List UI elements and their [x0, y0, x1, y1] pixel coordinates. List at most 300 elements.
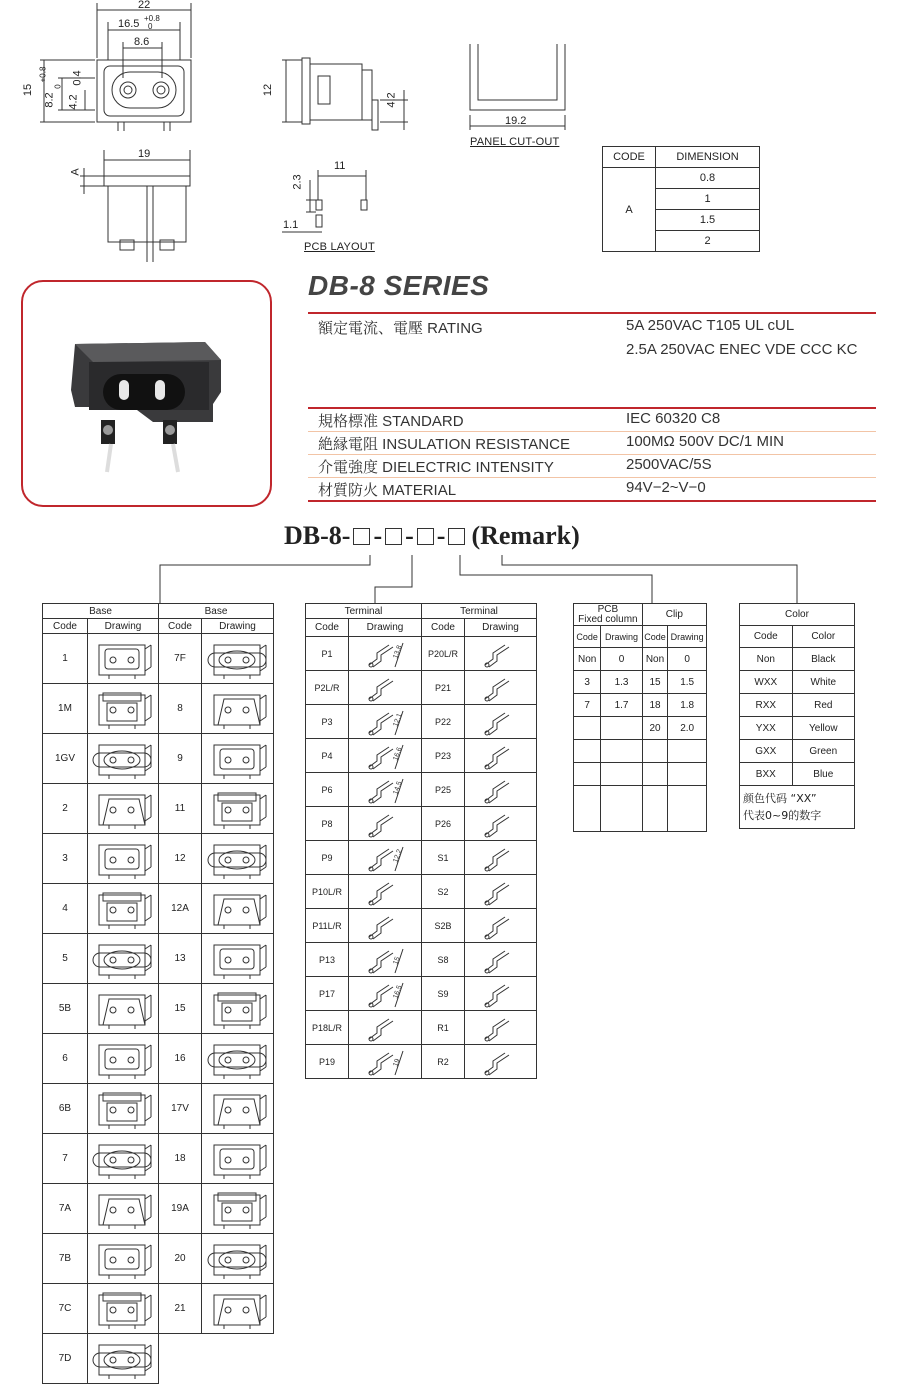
terminal-drawing-icon — [355, 945, 415, 975]
terminal-drawing — [349, 637, 422, 671]
base-code: 4 — [43, 884, 88, 934]
base-drawing-icon — [206, 739, 270, 779]
terminal-drawing-icon — [471, 1047, 531, 1077]
color-cell: GXX — [740, 740, 793, 763]
col-header: Code — [43, 619, 88, 634]
spec-rule — [308, 454, 876, 455]
base-drawing-icon — [91, 1339, 155, 1379]
dimension-header: DIMENSION — [656, 147, 760, 168]
base-code: 13 — [159, 934, 202, 984]
pcb-clip-cell — [574, 763, 601, 786]
dim-bottom-a: A — [69, 168, 82, 176]
color-note-line2: 代表0~9的数字 — [743, 809, 822, 822]
color-note-line1: 颜色代码 “XX” — [743, 792, 817, 805]
base-code: 17V — [159, 1084, 202, 1134]
table-row — [43, 1034, 274, 1084]
svg-text:13.8: 13.8 — [392, 643, 404, 660]
terminal-code: P19 — [306, 1045, 349, 1079]
base-drawing-icon — [91, 1239, 155, 1279]
dim-tolerance-plus: +0.8 — [144, 14, 160, 23]
base-drawing — [88, 1134, 159, 1184]
table-row — [740, 717, 855, 740]
color-cell: RXX — [740, 694, 793, 717]
part-number-remark: (Remark) — [471, 521, 580, 550]
base-drawing — [88, 684, 159, 734]
spec-label-rating: 額定電流、電壓 RATING — [318, 320, 483, 337]
svg-text:15: 15 — [392, 955, 402, 966]
panel-cutout-label: PANEL CUT-OUT — [470, 136, 560, 148]
pcb-clip-cell: 2.0 — [668, 717, 707, 740]
base-drawing — [88, 934, 159, 984]
base-code: 1 — [43, 634, 88, 684]
dim-pcb-height: 2.3 — [291, 174, 304, 190]
clip-code-box — [417, 528, 434, 545]
base-drawing-icon — [206, 1239, 270, 1279]
table-row — [740, 740, 855, 763]
table-row — [306, 807, 537, 841]
terminal-drawing-icon — [471, 775, 531, 805]
spec-rule — [308, 431, 876, 432]
color-cell: Green — [792, 740, 854, 763]
empty-cell — [159, 1334, 274, 1384]
terminal-drawing — [465, 671, 537, 705]
pcb-clip-cell: 1.8 — [668, 694, 707, 717]
base-drawing — [202, 634, 274, 684]
table-row — [306, 841, 537, 875]
base-code: 15 — [159, 984, 202, 1034]
table-row — [574, 786, 707, 832]
base-drawing-icon — [91, 1039, 155, 1079]
pcb-header: PCB Fixed column — [574, 604, 643, 626]
terminal-drawing — [465, 637, 537, 671]
terminal-drawing-icon — [471, 741, 531, 771]
pcb-clip-cell — [601, 717, 642, 740]
table-row — [43, 834, 274, 884]
col-header: Code — [306, 619, 349, 637]
terminal-drawing-icon — [355, 843, 415, 873]
dim-bottom-width: 19 — [138, 148, 151, 160]
table-row — [574, 717, 707, 740]
code-header: CODE — [603, 147, 656, 168]
dim-height-4-2: 4.2 — [67, 94, 80, 110]
terminal-code: P25 — [422, 773, 465, 807]
terminal-code: P4 — [306, 739, 349, 773]
base-drawing — [88, 1284, 159, 1334]
base-code: 2 — [43, 784, 88, 834]
table-row — [43, 984, 274, 1034]
terminal-drawing-icon — [355, 639, 415, 669]
base-drawing — [88, 1184, 159, 1234]
terminal-drawing-icon — [471, 945, 531, 975]
base-drawing — [202, 934, 274, 984]
col-header: Drawing — [601, 626, 642, 648]
table-row — [306, 705, 537, 739]
terminal-drawing-icon — [471, 911, 531, 941]
terminal-table — [305, 603, 537, 1093]
dim-hole-width: 8.6 — [134, 36, 150, 48]
table-row — [306, 671, 537, 705]
terminal-drawing — [465, 807, 537, 841]
base-code: 16 — [159, 1034, 202, 1084]
table-row — [43, 1084, 274, 1134]
base-drawing-icon — [206, 989, 270, 1029]
color-header: Color — [740, 604, 855, 626]
pcb-clip-cell: 1.7 — [601, 694, 642, 717]
table-row — [43, 784, 274, 834]
color-code-box — [448, 528, 465, 545]
color-cell: Red — [792, 694, 854, 717]
base-drawing — [202, 1034, 274, 1084]
terminal-drawing-icon — [355, 877, 415, 907]
svg-text:16.5: 16.5 — [392, 983, 404, 1000]
product-photo — [23, 282, 273, 507]
terminal-code-box — [385, 528, 402, 545]
base-drawing-icon — [91, 839, 155, 879]
base-drawing-icon — [206, 1039, 270, 1079]
base-drawing — [88, 884, 159, 934]
base-drawing — [88, 1234, 159, 1284]
dim-side-12: 12 — [262, 83, 275, 97]
base-drawing — [88, 634, 159, 684]
clip-header: Clip — [642, 604, 706, 626]
pcb-clip-cell: Non — [642, 648, 668, 671]
part-number-dash: - — [373, 521, 383, 550]
dim-tolerance-zero: 0 — [148, 22, 153, 31]
table-row — [306, 909, 537, 943]
terminal-drawing-icon — [355, 911, 415, 941]
terminal-code: S1 — [422, 841, 465, 875]
dim-inner-width: 16.5 — [118, 18, 140, 30]
terminal-code: P20L/R — [422, 637, 465, 671]
terminal-code: S2B — [422, 909, 465, 943]
base-drawing — [88, 1084, 159, 1134]
base-drawing-icon — [91, 639, 155, 679]
terminal-code: R2 — [422, 1045, 465, 1079]
terminal-drawing — [349, 841, 422, 875]
table-row — [43, 934, 274, 984]
col-header: Drawing — [349, 619, 422, 637]
color-cell: BXX — [740, 763, 793, 786]
base-code: 7F — [159, 634, 202, 684]
base-code: 1GV — [43, 734, 88, 784]
svg-text:14.5: 14.5 — [392, 779, 404, 796]
terminal-drawing — [349, 773, 422, 807]
base-drawing-icon — [206, 1139, 270, 1179]
dimension-value: 0.8 — [656, 168, 760, 189]
base-drawing — [202, 1084, 274, 1134]
col-header: Code — [159, 619, 202, 634]
pcb-clip-cell — [642, 763, 668, 786]
base-code: 7A — [43, 1184, 88, 1234]
terminal-header: Terminal — [422, 604, 537, 619]
terminal-drawing-icon — [355, 741, 415, 771]
pcb-clip-table — [573, 603, 707, 832]
spec-rule — [308, 312, 876, 314]
base-drawing — [202, 734, 274, 784]
col-header: Code — [642, 626, 668, 648]
table-row — [43, 1334, 274, 1384]
base-code: 6 — [43, 1034, 88, 1084]
spec-value-rating-2: 2.5A 250VAC ENEC VDE CCC KC — [626, 341, 858, 358]
terminal-drawing-icon — [471, 877, 531, 907]
color-note — [740, 786, 855, 829]
base-drawing-icon — [206, 1189, 270, 1229]
base-code: 7 — [43, 1134, 88, 1184]
base-drawing — [202, 834, 274, 884]
base-drawing — [88, 1334, 159, 1384]
terminal-drawing-icon — [471, 639, 531, 669]
base-code: 5 — [43, 934, 88, 984]
base-code: 8 — [159, 684, 202, 734]
terminal-code: P22 — [422, 705, 465, 739]
svg-text:12.2: 12.2 — [392, 847, 404, 864]
pcb-clip-cell — [601, 740, 642, 763]
base-drawing — [202, 784, 274, 834]
pcb-clip-cell — [574, 786, 601, 832]
terminal-code: P9 — [306, 841, 349, 875]
table-row — [43, 1284, 274, 1334]
base-drawing — [202, 984, 274, 1034]
dim-pcb-width: 11 — [334, 160, 346, 172]
pcb-clip-cell: 3 — [574, 671, 601, 694]
table-row — [740, 671, 855, 694]
base-drawing-icon — [91, 889, 155, 929]
terminal-drawing — [465, 943, 537, 977]
terminal-drawing-icon — [355, 1013, 415, 1043]
base-code: 21 — [159, 1284, 202, 1334]
base-code: 7B — [43, 1234, 88, 1284]
terminal-drawing-icon — [355, 707, 415, 737]
color-cell: Yellow — [792, 717, 854, 740]
svg-text:19: 19 — [392, 1057, 402, 1068]
color-cell: Non — [740, 648, 793, 671]
base-drawing — [202, 1234, 274, 1284]
color-cell: YXX — [740, 717, 793, 740]
part-number-dash: - — [405, 521, 414, 550]
terminal-drawing-icon — [355, 979, 415, 1009]
terminal-code: P13 — [306, 943, 349, 977]
base-drawing-icon — [91, 1139, 155, 1179]
base-code: 19A — [159, 1184, 202, 1234]
product-photo-frame — [21, 280, 272, 507]
terminal-code: P8 — [306, 807, 349, 841]
dim-height-15: 15 — [22, 83, 35, 97]
pcb-clip-cell: 20 — [642, 717, 668, 740]
base-header: Base — [43, 604, 159, 619]
base-grid — [42, 603, 274, 1384]
spec-rule — [308, 407, 876, 409]
table-row — [43, 684, 274, 734]
base-code: 12A — [159, 884, 202, 934]
series-title: DB-8 SERIES — [308, 270, 490, 301]
terminal-drawing — [349, 977, 422, 1011]
col-header: Drawing — [668, 626, 707, 648]
base-code: 9 — [159, 734, 202, 784]
spec-value-insulation: 100MΩ 500V DC/1 MIN — [626, 433, 784, 450]
base-code: 20 — [159, 1234, 202, 1284]
table-row — [43, 1134, 274, 1184]
table-row — [43, 1184, 274, 1234]
table-row — [43, 634, 274, 684]
table-row — [574, 763, 707, 786]
pcb-clip-cell: Non — [574, 648, 601, 671]
table-row — [740, 694, 855, 717]
table-row — [740, 763, 855, 786]
table-row — [306, 637, 537, 671]
terminal-code: P21 — [422, 671, 465, 705]
table-row — [574, 694, 707, 717]
spec-rule — [308, 477, 876, 478]
svg-text:16.6: 16.6 — [392, 745, 404, 762]
pcb-clip-cell — [601, 786, 642, 832]
table-row — [43, 884, 274, 934]
part-number-dash: - — [436, 521, 446, 550]
terminal-drawing — [465, 909, 537, 943]
table-row — [43, 1234, 274, 1284]
pcb-clip-cell — [668, 740, 707, 763]
terminal-code: P17 — [306, 977, 349, 1011]
terminal-drawing — [465, 773, 537, 807]
table-row — [306, 875, 537, 909]
col-header: Code — [740, 626, 793, 648]
pcb-layout-label: PCB LAYOUT — [304, 241, 375, 253]
col-header: Color — [792, 626, 854, 648]
terminal-code: P6 — [306, 773, 349, 807]
base-drawing-icon — [206, 889, 270, 929]
base-drawing — [88, 734, 159, 784]
part-number-prefix: DB-8- — [284, 521, 351, 550]
base-drawing — [202, 884, 274, 934]
terminal-code: P3 — [306, 705, 349, 739]
terminal-drawing-icon — [471, 979, 531, 1009]
col-header: Drawing — [88, 619, 159, 634]
terminal-drawing — [465, 739, 537, 773]
base-drawing-icon — [206, 689, 270, 729]
base-code-box — [353, 528, 370, 545]
terminal-drawing-icon — [471, 809, 531, 839]
base-drawing-icon — [206, 839, 270, 879]
spec-value-standard: IEC 60320 C8 — [626, 410, 721, 427]
pcb-clip-cell — [668, 763, 707, 786]
terminal-header: Terminal — [306, 604, 422, 619]
dim-side-4-2: 4.2 — [385, 92, 398, 108]
spec-label-insulation: 絶縁電阻 INSULATION RESISTANCE — [318, 436, 570, 453]
base-drawing-icon — [206, 1089, 270, 1129]
table-row — [306, 739, 537, 773]
terminal-code: P2L/R — [306, 671, 349, 705]
base-drawing-icon — [91, 939, 155, 979]
base-drawing — [202, 1134, 274, 1184]
pcb-clip-cell: 1.5 — [668, 671, 707, 694]
spec-label-dielectric: 介電強度 DIELECTRIC INTENSITY — [318, 459, 554, 476]
terminal-drawing — [465, 977, 537, 1011]
table-row — [306, 773, 537, 807]
base-table — [42, 603, 274, 1390]
table-row — [574, 648, 707, 671]
terminal-drawing — [349, 875, 422, 909]
base-code: 11 — [159, 784, 202, 834]
spec-label-standard: 規格標准 STANDARD — [318, 413, 464, 430]
base-drawing-icon — [91, 989, 155, 1029]
base-code: 6B — [43, 1084, 88, 1134]
table-row — [306, 943, 537, 977]
terminal-code: P26 — [422, 807, 465, 841]
terminal-drawing — [465, 1011, 537, 1045]
base-drawing-icon — [91, 689, 155, 729]
color-cell: Blue — [792, 763, 854, 786]
pcb-clip-cell: 18 — [642, 694, 668, 717]
pcb-clip-cell — [574, 717, 601, 740]
base-code: 1M — [43, 684, 88, 734]
terminal-grid — [305, 603, 537, 1079]
col-header: Drawing — [465, 619, 537, 637]
base-drawing — [202, 1184, 274, 1234]
spec-label-material: 材質防火 MATERIAL — [318, 482, 457, 499]
terminal-code: P23 — [422, 739, 465, 773]
dimension-value: 2 — [656, 231, 760, 252]
dim-8-2-tol-zero: 0 — [53, 84, 63, 89]
base-drawing-icon — [91, 739, 155, 779]
base-drawing — [202, 1284, 274, 1334]
svg-text:12.1: 12.1 — [392, 711, 404, 728]
pcb-clip-cell: 1.3 — [601, 671, 642, 694]
base-code: 12 — [159, 834, 202, 884]
code-cell-a: A — [603, 168, 656, 252]
terminal-drawing — [349, 739, 422, 773]
base-drawing-icon — [91, 789, 155, 829]
base-drawing-icon — [206, 639, 270, 679]
base-code: 3 — [43, 834, 88, 884]
terminal-drawing — [349, 1045, 422, 1079]
pcb-clip-cell — [574, 740, 601, 763]
spec-value-dielectric: 2500VAC/5S — [626, 456, 712, 473]
pcb-clip-cell: 15 — [642, 671, 668, 694]
terminal-drawing-icon — [355, 673, 415, 703]
base-code: 7D — [43, 1334, 88, 1384]
base-drawing-icon — [206, 939, 270, 979]
col-header: Drawing — [202, 619, 274, 634]
dim-top-width: 22 — [138, 0, 151, 11]
base-code: 5B — [43, 984, 88, 1034]
terminal-code: P18L/R — [306, 1011, 349, 1045]
base-drawing-icon — [91, 1189, 155, 1229]
base-drawing-icon — [206, 1289, 270, 1329]
base-drawing-icon — [91, 1089, 155, 1129]
dim-height-8-2: 8.2 — [43, 92, 56, 108]
dim-pcb-spacing: 1.1 — [283, 219, 299, 231]
color-cell: WXX — [740, 671, 793, 694]
pcb-clip-cell — [668, 786, 707, 832]
terminal-drawing-icon — [471, 843, 531, 873]
base-drawing — [88, 784, 159, 834]
terminal-code: S8 — [422, 943, 465, 977]
table-row — [740, 648, 855, 671]
terminal-drawing — [349, 943, 422, 977]
table-row — [306, 977, 537, 1011]
terminal-drawing-icon — [355, 1047, 415, 1077]
terminal-drawing — [465, 875, 537, 909]
code-dimension-table — [602, 146, 760, 252]
dimension-value: 1 — [656, 189, 760, 210]
col-header: Code — [422, 619, 465, 637]
terminal-drawing — [465, 841, 537, 875]
terminal-code: P1 — [306, 637, 349, 671]
terminal-drawing-icon — [471, 1013, 531, 1043]
table-row — [306, 1045, 537, 1079]
terminal-drawing-icon — [355, 809, 415, 839]
terminal-drawing-icon — [471, 707, 531, 737]
terminal-drawing-icon — [471, 673, 531, 703]
